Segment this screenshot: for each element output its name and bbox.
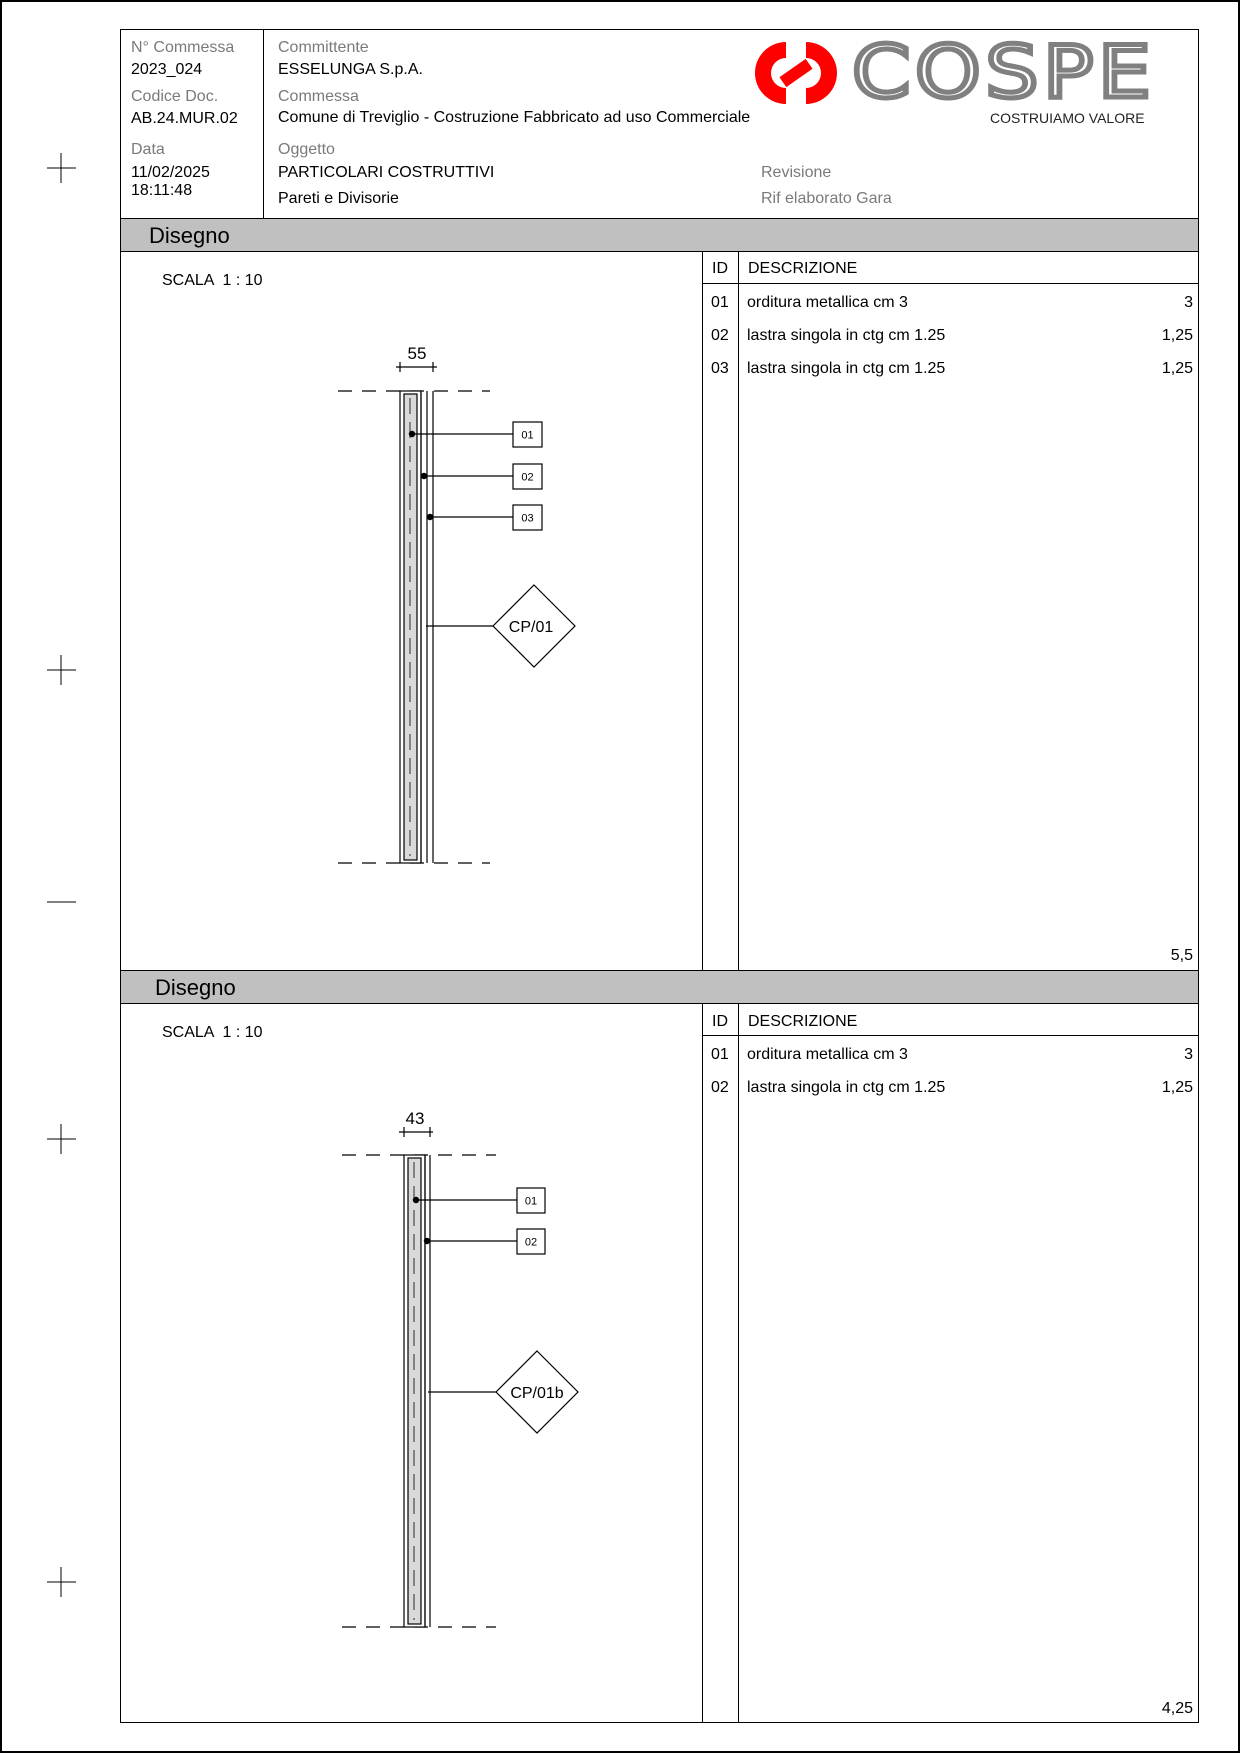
s1-row2-desc: lastra singola in ctg cm 1.25: [747, 327, 946, 344]
section-2-wall-drawing: [320, 1095, 620, 1635]
section-2-title: Disegno: [155, 975, 236, 1000]
section-1-th-id: ID: [712, 260, 728, 277]
section-1-table-left: [702, 252, 703, 970]
s1-row2-value: 1,25: [1161, 327, 1193, 344]
section-2-th-desc: DESCRIZIONE: [748, 1013, 858, 1030]
s2-row2-value: 1,25: [1161, 1079, 1193, 1096]
oggetto-line1: PARTICOLARI COSTRUTTIVI: [278, 164, 495, 181]
section-2-table-header-line: [702, 1035, 1199, 1036]
section-2-th-id: ID: [712, 1013, 728, 1030]
s1-row1-id: 01: [711, 294, 729, 311]
s2-row1-value: 3: [1184, 1046, 1193, 1063]
s2-row1-desc: orditura metallica cm 3: [747, 1046, 908, 1063]
section-1-dimension: 55: [407, 344, 427, 363]
cospe-logo-wordmark: COSPE: [852, 30, 1156, 114]
section-1-table-header-line: [702, 283, 1199, 284]
codice-doc-label: Codice Doc.: [131, 88, 219, 105]
commessa-no-label: N° Commessa: [131, 39, 235, 56]
codice-doc: AB.24.MUR.02: [131, 110, 238, 127]
s1-row3-desc: lastra singola in ctg cm 1.25: [747, 360, 946, 377]
section-1-wall-drawing: [320, 330, 620, 870]
s1-row2-id: 02: [711, 327, 729, 344]
cospe-tagline: COSTRUIAMO VALORE: [990, 110, 1145, 126]
registration-marks: [0, 0, 120, 1753]
section-2-callout-01: 01: [524, 1195, 538, 1208]
s1-total: 5,5: [1170, 947, 1193, 964]
section-2-table-left: [702, 1004, 703, 1723]
rif-elaborato-label: Rif elaborato Gara: [761, 190, 892, 207]
titleblock-divider: [263, 29, 264, 218]
section-1-title: Disegno: [149, 223, 230, 248]
section-1-callout-01: 01: [521, 429, 534, 442]
section-2-tag: CP/01b: [510, 1385, 564, 1402]
s1-row1-value: 3: [1184, 294, 1193, 311]
section-1-th-desc: DESCRIZIONE: [748, 260, 858, 277]
section-1-band: [121, 218, 1198, 252]
s1-row3-id: 03: [711, 360, 729, 377]
oggetto-line2: Pareti e Divisorie: [278, 190, 399, 207]
s2-total: 4,25: [1161, 1700, 1193, 1717]
oggetto-label: Oggetto: [278, 141, 335, 158]
data-date: 11/02/2025: [131, 164, 210, 181]
committente: ESSELUNGA S.p.A.: [278, 61, 423, 78]
section-2-table-idcol: [738, 1004, 739, 1723]
section-2-callout-02: 02: [524, 1236, 538, 1249]
cospe-logo-mark: [752, 38, 840, 108]
s2-row2-id: 02: [711, 1079, 729, 1096]
section-1-tag: CP/01: [508, 619, 554, 636]
section-1-callout-02: 02: [521, 471, 534, 484]
data-label: Data: [131, 141, 165, 158]
commessa: Comune di Treviglio - Costruzione Fabbricato ad uso Commerciale: [278, 109, 751, 126]
commessa-no: 2023_024: [131, 61, 203, 78]
revisione-label: Revisione: [761, 164, 832, 181]
s1-row1-desc: orditura metallica cm 3: [747, 294, 908, 311]
section-2-scale: SCALA 1 : 10: [162, 1024, 263, 1041]
section-1-scale: SCALA 1 : 10: [162, 272, 263, 289]
section-2-dimension: 43: [405, 1109, 425, 1128]
section-1-callout-03: 03: [521, 512, 534, 525]
data-time: 18:11:48: [131, 182, 193, 199]
s2-row1-id: 01: [711, 1046, 729, 1063]
s2-row2-desc: lastra singola in ctg cm 1.25: [747, 1079, 946, 1096]
section-1-table-idcol: [738, 252, 739, 970]
commessa-label: Commessa: [278, 88, 359, 105]
committente-label: Committente: [278, 39, 369, 56]
s1-row3-value: 1,25: [1161, 360, 1193, 377]
section-2-band: [121, 970, 1198, 1004]
